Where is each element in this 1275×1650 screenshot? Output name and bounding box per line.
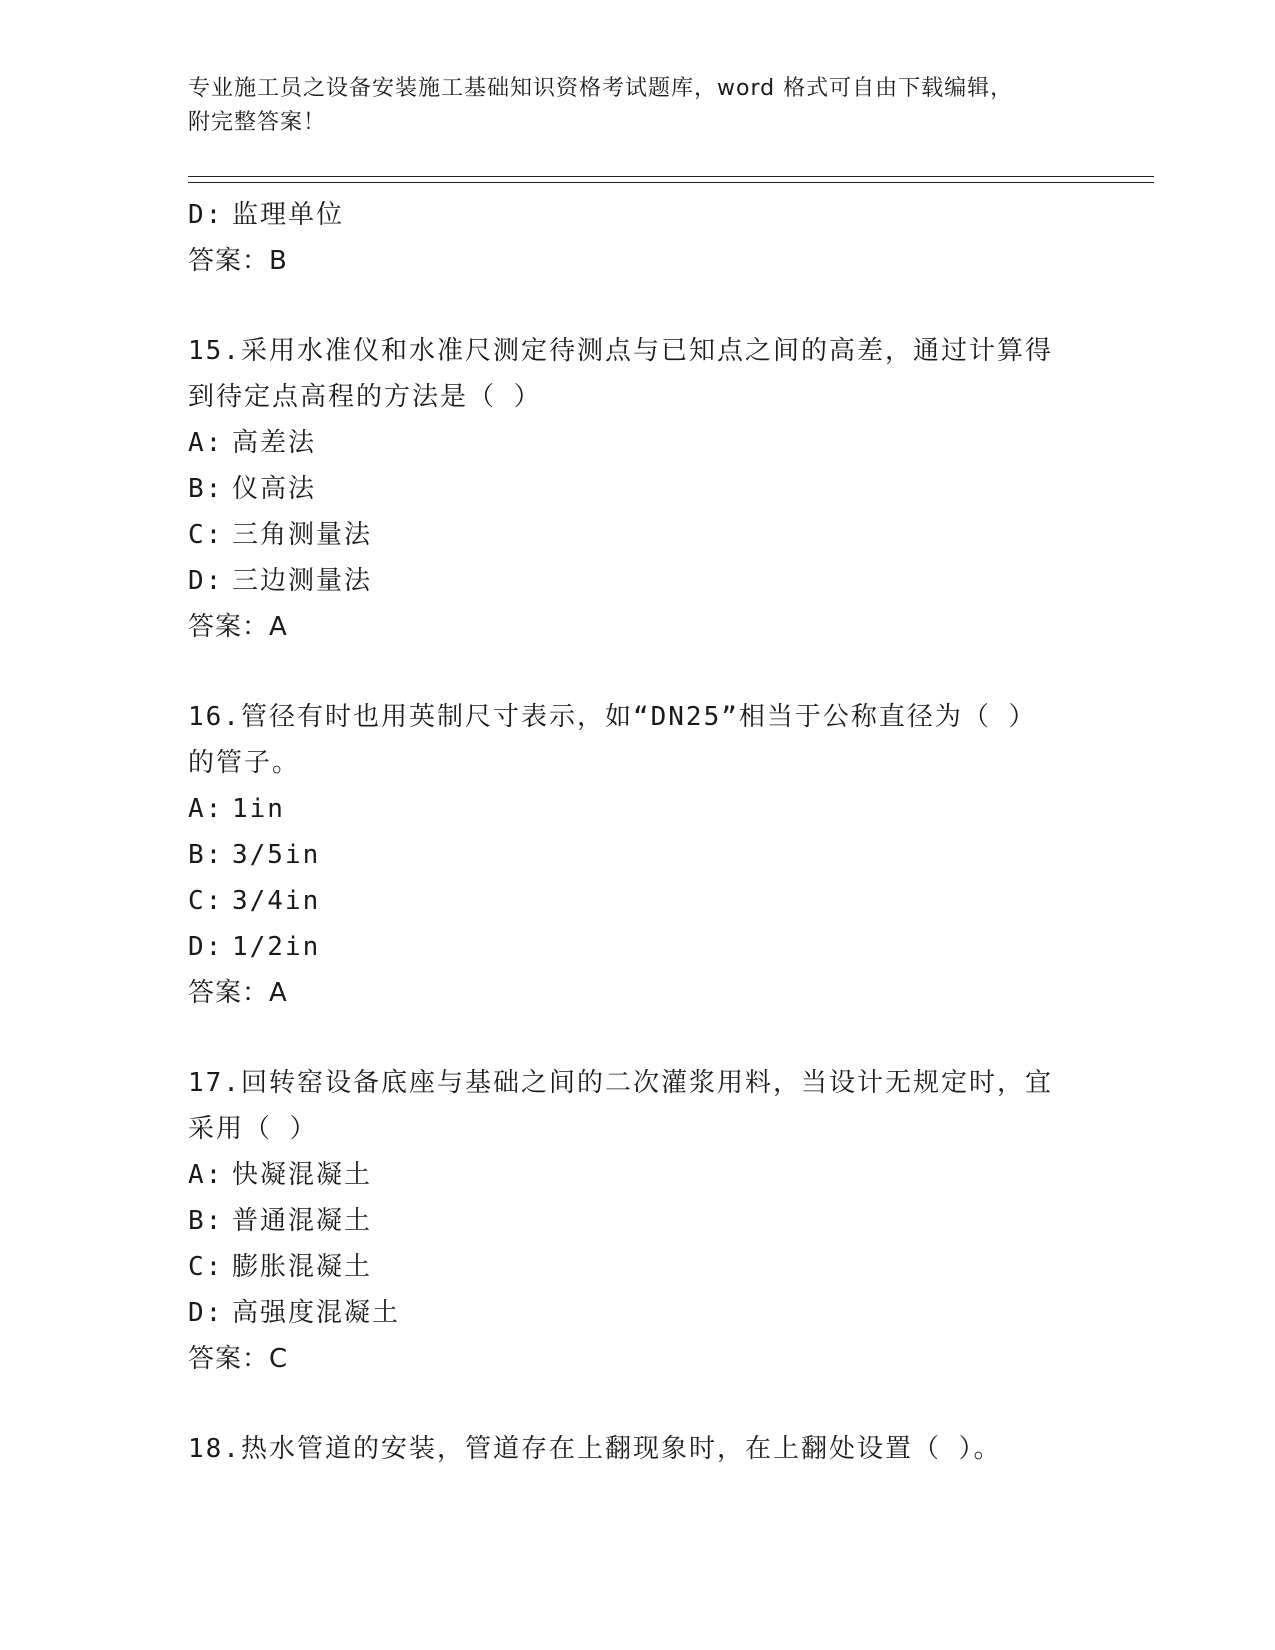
q17-option-d — [188, 1290, 1088, 1336]
q15-option-a — [188, 420, 1088, 466]
option-text: 三角测量法 — [232, 520, 373, 550]
q14-option-d — [188, 192, 1088, 238]
q14-answer: 答案：B — [188, 246, 288, 276]
option-text: 高强度混凝土 — [232, 1298, 401, 1328]
option-label: D: — [188, 932, 224, 962]
q17-stem-line-2: 采用（ ） — [188, 1114, 318, 1144]
option-label: A: — [188, 428, 224, 458]
option-label: B: — [188, 474, 224, 504]
q15-stem-line-1: 15.采用水准仪和水准尺测定待测点与已知点之间的高差，通过计算得 — [188, 336, 1053, 366]
q17-stem-line-1: 17.回转窑设备底座与基础之间的二次灌浆用料，当设计无规定时，宜 — [188, 1068, 1053, 1098]
q18-stem-line-1: 18.热水管道的安装，管道存在上翻现象时，在上翻处设置（ ）。 — [188, 1434, 1002, 1464]
q15-option-d — [188, 558, 1088, 604]
option-text: 仪高法 — [232, 474, 317, 504]
option-label: C: — [188, 886, 224, 916]
option-label: A: — [188, 794, 224, 824]
question-list — [188, 192, 1088, 1472]
q16-option-d — [188, 924, 1088, 970]
q16-option-b — [188, 832, 1088, 878]
q15-option-b — [188, 466, 1088, 512]
q15-stem-line-2: 到待定点高程的方法是（ ） — [188, 382, 542, 412]
option-text: 三边测量法 — [232, 566, 373, 596]
option-text: 高差法 — [232, 428, 317, 458]
document-header — [188, 72, 1068, 140]
header-line-2: 附完整答案！ — [188, 110, 327, 135]
q17-option-c — [188, 1244, 1088, 1290]
option-text: 1/2in — [232, 932, 321, 962]
option-label: D: — [188, 1298, 224, 1328]
q16-stem-line-1: 16.管径有时也用英制尺寸表示，如“DN25”相当于公称直径为（ ） — [188, 702, 1037, 732]
option-text: 监理单位 — [232, 200, 345, 230]
q17-option-a — [188, 1152, 1088, 1198]
option-label: C: — [188, 520, 224, 550]
q15-answer: 答案：A — [188, 612, 288, 642]
option-text: 3/4in — [232, 886, 321, 916]
header-divider-bottom — [188, 182, 1154, 183]
option-label: B: — [188, 1206, 224, 1236]
option-label: D: — [188, 566, 224, 596]
option-text: 普通混凝土 — [232, 1206, 373, 1236]
option-label: D: — [188, 200, 224, 230]
option-text: 膨胀混凝土 — [232, 1252, 373, 1282]
q16-answer: 答案：A — [188, 978, 288, 1008]
option-text: 3/5in — [232, 840, 321, 870]
header-line-1: 专业施工员之设备安装施工基础知识资格考试题库，word 格式可自由下载编辑， — [188, 76, 1014, 101]
q17-answer: 答案：C — [188, 1344, 289, 1374]
option-label: B: — [188, 840, 224, 870]
q15-option-c — [188, 512, 1088, 558]
option-label: A: — [188, 1160, 224, 1190]
q16-option-a — [188, 786, 1088, 832]
header-divider-top — [188, 176, 1154, 177]
q16-option-c — [188, 878, 1088, 924]
q17-option-b — [188, 1198, 1088, 1244]
option-label: C: — [188, 1252, 224, 1282]
option-text: 快凝混凝土 — [232, 1160, 373, 1190]
option-text: 1in — [232, 794, 285, 824]
q16-stem-line-2: 的管子。 — [188, 748, 301, 778]
